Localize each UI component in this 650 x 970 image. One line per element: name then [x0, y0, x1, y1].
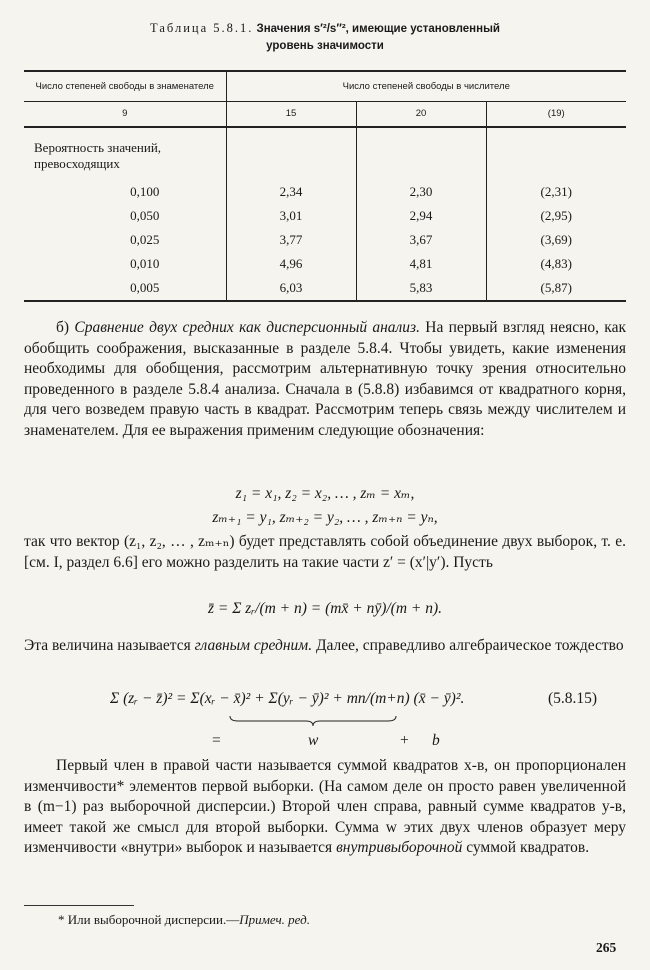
- cell: 2,34: [226, 180, 356, 204]
- equation-identity: Σ (zᵣ − z̄)² = Σ(xᵣ − x̄)² + Σ(yᵣ − ȳ)² + mn/(m+n) (x̄ − ȳ)².: [110, 690, 465, 707]
- col-header-19: (19): [486, 101, 626, 127]
- cell: 3,77: [226, 228, 356, 252]
- footnote-rule: [24, 905, 134, 906]
- cell: 3,01: [226, 204, 356, 228]
- cell: (5,87): [486, 276, 626, 301]
- cell: 4,96: [226, 252, 356, 276]
- col-header-20: 20: [356, 101, 486, 127]
- paragraph-first-term: [24, 756, 626, 859]
- header-denominator: Число степеней свободы в знаменателе: [24, 71, 226, 101]
- cell: 3,67: [356, 228, 486, 252]
- cell: (3,69): [540, 232, 572, 247]
- header-denominator-value: 9: [24, 101, 226, 127]
- under-b: b: [432, 732, 440, 749]
- para-body: На первый взгляд неясно, как обобщить соображения, высказанные в разделе 5.8.4. Чтобы увидеть, какие изменения необходимы для обобщения, рассмотрим альтернативную точку зрения относительно проведенного в разделе 5.8.4 анализа. Сначала в (5.8.8) избавимся от квадратного корня, для чего возведем правую часть в квадрат. Рассмотрим теперь связь между числителем и знаменателем. Для ее выражения применим следующие обозначения:: [24, 319, 627, 439]
- table-row: [24, 204, 626, 228]
- table-row: [24, 276, 626, 301]
- under-eq: =: [212, 732, 221, 749]
- caption-title-line2: уровень значимости: [266, 40, 384, 52]
- term-grand-mean: главным средним.: [194, 637, 313, 654]
- table-row: [24, 252, 626, 276]
- header-numerator: Число степеней свободы в числителе: [226, 71, 626, 101]
- col-header-15: 15: [226, 101, 356, 127]
- term-within: внутривыборочной: [336, 839, 463, 856]
- row-p: 0,025: [24, 228, 226, 252]
- paragraph-b: [24, 318, 626, 441]
- footnote-text: * Или выборочной дисперсии.—: [58, 912, 240, 927]
- row-p: 0,005: [24, 276, 226, 301]
- under-w: w: [308, 732, 319, 749]
- cell: 5,83: [356, 276, 486, 301]
- under-plus: +: [400, 732, 409, 749]
- cell: (2,95): [540, 208, 572, 223]
- cell: (4,83): [540, 256, 572, 271]
- caption-label: Таблица 5.8.1.: [150, 21, 254, 35]
- para4-tail: суммой квадратов.: [466, 839, 590, 856]
- paragraph-grand-mean: [24, 636, 626, 657]
- equation-z-line2: zₘ₊₁ = y₁, zₘ₊₂ = y₂, … , zₘ₊ₙ = yₙ,: [212, 509, 438, 526]
- para3-pre: Эта величина называется: [24, 637, 191, 654]
- table-row: [24, 228, 626, 252]
- row-p: 0,050: [24, 204, 226, 228]
- cell: 4,81: [356, 252, 486, 276]
- section-heading: Сравнение двух средних как дисперсионный анализ.: [74, 319, 420, 336]
- footnote: [58, 912, 310, 928]
- row-label-probability: Вероятность значений, превосходящих: [24, 127, 226, 180]
- equation-grand-mean: z̄ = Σ zᵣ/(m + n) = (mx̄ + nȳ)/(m + n).: [207, 600, 443, 617]
- cell: 6,03: [226, 276, 356, 301]
- paragraph-vector: так что вектор (z₁, z₂, … , zₘ₊ₙ) будет представлять собой объединение двух выборок, т. е. [см. I, раздел 6.6] его можно разделить на такие части z′ = (x′|y′). Пусть: [24, 533, 626, 571]
- para-label: б): [56, 319, 70, 336]
- para4-body: Первый член в правой части называется суммой квадратов x-в, он пропорционален изменчивости* элементов первой выборки. (На самом деле он просто равен увеличенной в (m−1) раз выборочной дисперсии.) Второй член справа, равный сумме квадратов y-в, имеет такой же смысл для второй выборки. Сумма w этих двух членов образует меру изменчивости «внутри» выборок и называется: [24, 757, 626, 856]
- caption-title-line1: Значения s′²/s″², имеющие установленный: [256, 23, 500, 35]
- significance-table: [24, 70, 626, 302]
- row-p: 0,100: [24, 180, 226, 204]
- table-caption: [24, 20, 626, 55]
- cell: 2,30: [356, 180, 486, 204]
- table-row: [24, 180, 626, 204]
- cell: 2,94: [356, 204, 486, 228]
- footnote-note: Примеч. ред.: [239, 912, 310, 927]
- equation-number: (5.8.15): [548, 690, 598, 707]
- cell: (2,31): [540, 184, 572, 199]
- row-p: 0,010: [24, 252, 226, 276]
- equation-z-line1: z₁ = x₁, z₂ = x₂, … , zₘ = xₘ,: [235, 485, 415, 502]
- para3-post: Далее, справедливо алгебраическое тождество: [315, 637, 624, 654]
- underbrace: [228, 714, 398, 728]
- page-number: 265: [596, 940, 617, 955]
